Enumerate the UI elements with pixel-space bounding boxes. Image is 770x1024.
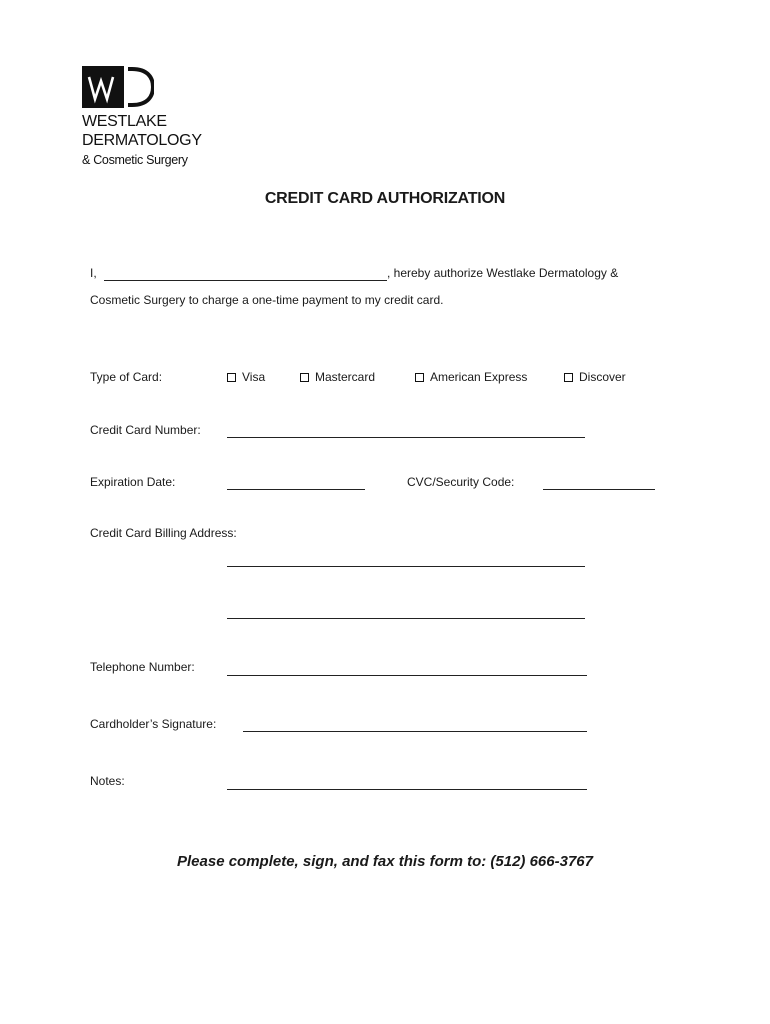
expiration-field[interactable] [227,489,365,490]
billing-address-line-2[interactable] [227,618,585,619]
signature-field[interactable] [243,731,587,732]
billing-address-line-1[interactable] [227,566,585,567]
card-type-label: Type of Card: [90,370,163,384]
checkbox-icon [564,373,573,382]
authorizer-name-field[interactable] [104,280,387,281]
checkbox-icon [300,373,309,382]
authorization-suffix: , hereby authorize Westlake Dermatology & [387,266,619,280]
card-number-label: Credit Card Number: [90,423,201,437]
page-title: CREDIT CARD AUTHORIZATION [264,190,506,207]
telephone-label: Telephone Number: [90,660,195,674]
cvc-field[interactable] [543,489,655,490]
westlake-dermatology-logo [82,66,154,108]
logo-name-line-2: DERMATOLOGY [82,132,202,149]
checkbox-icon [415,373,424,382]
authorization-prefix: I, [90,266,97,280]
logo-tagline: & Cosmetic Surgery [82,153,188,167]
discover-checkbox[interactable] [564,370,626,384]
logo-name-line-1: WESTLAKE [82,113,167,130]
billing-address-label: Credit Card Billing Address: [90,526,237,540]
signature-label: Cardholder’s Signature: [90,717,217,731]
fax-instructions: Please complete, sign, and fax this form to: (512) 666-3767 [177,853,593,870]
expiration-label: Expiration Date: [90,475,176,489]
discover-label: Discover [579,370,626,384]
mastercard-checkbox[interactable] [300,370,375,384]
authorization-line-2: Cosmetic Surgery to charge a one-time payment to my credit card. [90,293,444,307]
notes-field[interactable] [227,789,587,790]
notes-label: Notes: [90,774,125,788]
american-express-checkbox[interactable] [415,370,527,384]
telephone-field[interactable] [227,675,587,676]
mastercard-label: Mastercard [315,370,376,384]
american-express-label: American Express [430,370,528,384]
cvc-label: CVC/Security Code: [407,475,515,489]
card-number-field[interactable] [227,437,585,438]
visa-label: Visa [242,370,266,384]
checkbox-icon [227,373,236,382]
visa-checkbox[interactable] [227,370,265,384]
